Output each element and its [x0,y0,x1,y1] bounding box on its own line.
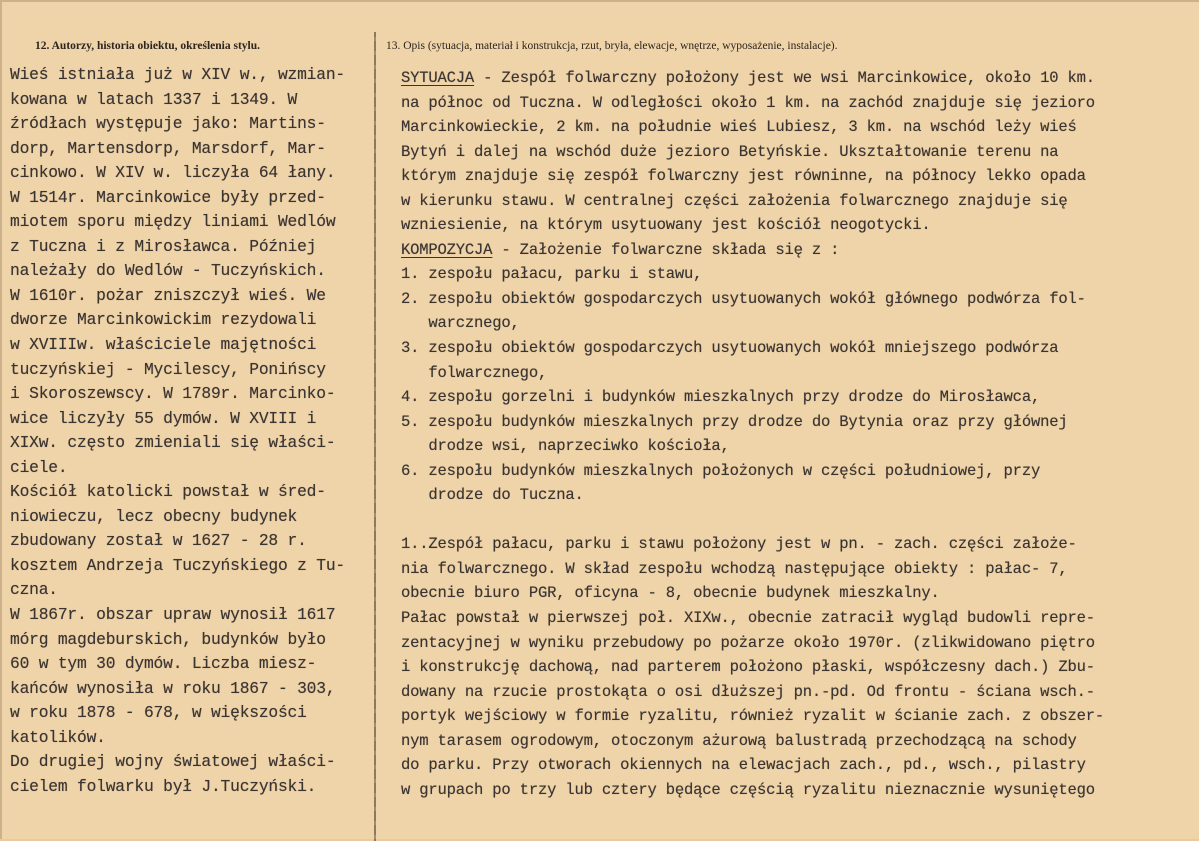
text-line [401,680,1104,705]
text-line [401,778,1104,803]
text-line: Wieś istniała już w XIV w., wzmian- [10,65,345,84]
text-line: XIXw. często zmieniali się właści- [10,433,336,453]
line-text: i konstrukcję dachową, nad parterem położono płaski, współczesny dach.) Zbu- [401,658,1095,677]
line-text: Bytyń i dalej na wschód duże jezioro Betyńskie. Ukształtowanie terenu na [401,142,1059,161]
text-line: 60 w tym 30 dymów. Liczba miesz- [10,654,317,674]
line-text: warcznego, [401,314,520,333]
text-line [401,557,1104,582]
text-line [401,631,1104,656]
text-line: wice liczyły 55 dymów. W XVIII i [10,408,317,428]
text-line [401,262,1104,287]
text-line: miotem sporu między liniami Wedlów [10,212,336,232]
line-text: 3. zespołu obiektów gospodarczych usytuowanych wokół mniejszego podwórza [401,339,1059,358]
text-line: kowana w latach 1337 i 1349. W [10,89,298,109]
text-line: W 1514r. Marcinkowice były przed- [10,187,326,207]
text-line [401,655,1104,680]
text-line: w XVIIIw. właściciele majętności [10,335,317,355]
text-line: cielem folwarku był J.Tuczyński. [10,776,317,796]
line-text: którym znajduje się zespół folwarczny jest równinne, na północy lekko opada [401,167,1086,186]
text-line [401,753,1104,778]
text-line [401,213,1104,238]
text-line [401,189,1104,214]
text-line: tuczyńskiej - Mycilescy, Ponińscy [10,359,326,379]
text-line: należały do Wedlów - Tuczyńskich. [10,261,326,281]
history-text [10,63,345,799]
text-line: cinkowo. W XIV w. liczyła 64 łany. [10,163,336,183]
text-line: niowieczu, lecz obecny budynek [10,506,298,526]
text-line: źródłach występuje jako: Martins- [10,114,326,134]
text-line: katolików. [10,727,106,747]
text-line [401,238,1104,263]
text-line [401,164,1104,189]
line-text: w grupach po trzy lub cztery będące częścią ryzalitu nieznacznie wysuniętego [401,780,1095,799]
text-line: mórg magdeburskich, budynków było [10,629,326,649]
line-text: - Zespół folwarczny położony jest we wsi Marcinkowice, około 10 km. [474,69,1095,87]
line-text: 6. zespołu budynków mieszkalnych położonych w części południowej, przy [401,461,1041,480]
line-text: zentacyjnej w wyniku przebudowy po pożarze około 1970r. (zlikwidowano piętro [401,633,1095,652]
line-text: na północ od Tuczna. W odległości około 1 km. na zachód znajduje się jezioro [401,93,1095,112]
text-line: z Tuczna i z Mirosławca. Później [10,236,317,256]
text-line: zbudowany został w 1627 - 28 r. [10,531,307,551]
text-line [401,140,1104,165]
line-text: w kierunku stawu. W centralnej części założenia folwarcznego znajduje się [401,191,1068,210]
text-line [401,91,1104,116]
section-heading: KOMPOZYCJA [401,240,493,259]
line-text: Pałac powstał w pierwszej poł. XIXw., obecnie zatracił wygląd budowli repre- [401,609,1095,628]
text-line: Kościół katolicki powstał w śred- [10,482,326,502]
text-line [401,508,1104,533]
line-text: 2. zespołu obiektów gospodarczych usytuowanych wokół głównego podwórza fol- [401,289,1086,308]
text-line [401,483,1104,508]
text-line [401,410,1104,435]
text-line: dorp, Martensdorp, Marsdorf, Mar- [10,138,326,158]
line-text: nym tarasem ogrodowym, otoczonym ażurową balustradą przechodzącą na schody [401,731,1077,750]
right-column-header: 13. Opis (sytuacja, materiał i konstrukcja, rzut, bryła, elewacje, wnętrze, wyposażenie, instalacje). [386,40,838,52]
text-line [401,704,1104,729]
line-text: 1..Zespół pałacu, parku i stawu położony jest w pn. - zach. części założe- [401,535,1077,554]
line-text: wzniesienie, na którym usytuowany jest kościół neogotycki. [401,216,931,235]
text-line: W 1610r. pożar zniszczył wieś. We [10,285,326,305]
line-text: 1. zespołu pałacu, parku i stawu, [401,265,703,284]
section-heading: SYTUACJA [401,69,475,87]
text-line [401,532,1104,557]
text-line [401,66,1104,91]
text-line [401,287,1104,312]
text-line [401,729,1104,754]
text-line [401,385,1104,410]
line-text: - Założenie folwarczne składa się z : [492,240,840,259]
text-line: W 1867r. obszar upraw wynosił 1617 [10,605,336,625]
line-text: 5. zespołu budynków mieszkalnych przy drodze do Bytynia oraz przy głównej [401,412,1068,431]
line-text: Marcinkowieckie, 2 km. na południe wieś Lubiesz, 3 km. na wschód leży wieś [401,118,1077,137]
line-text: portyk wejściowy w formie ryzalitu, również ryzalit w ścianie zach. z obszer- [401,707,1104,726]
line-text: 4. zespołu gorzelni i budynków mieszkalnych przy drodze do Mirosławca, [401,388,1041,407]
text-line: kosztem Andrzeja Tuczyńskiego z Tu- [10,555,345,575]
text-line: w roku 1878 - 678, w większości [10,703,307,723]
text-line: kańców wynosiła w roku 1867 - 303, [10,678,336,698]
text-line [401,459,1104,484]
text-line [401,434,1104,459]
line-text: drodze wsi, naprzeciwko kościoła, [401,437,730,456]
line-text: nia folwarcznego. W skład zespołu wchodzą następujące obiekty : pałac- 7, [401,559,1068,578]
text-line: i Skoroszewscy. W 1789r. Marcinko- [10,384,336,404]
text-line [401,606,1104,631]
text-line: czna. [10,580,58,600]
line-text: folwarcznego, [401,363,548,382]
column-divider [374,32,376,841]
text-line: Do drugiej wojny światowej właści- [10,752,336,772]
line-text: obecnie biuro PGR, oficyna - 8, obecnie budynek mieszkalny. [401,584,940,603]
text-line [401,115,1104,140]
text-line [401,311,1104,336]
line-text: do parku. Przy otworach okiennych na elewacjach zach., pd., wsch., pilastry [401,756,1086,775]
text-line: dworze Marcinkowickim rezydowali [10,310,317,330]
text-line [401,361,1104,386]
left-column-header: 12. Autorzy, historia obiektu, określenia stylu. [35,40,261,52]
description-text [401,66,1104,802]
text-line [401,581,1104,606]
text-line [401,336,1104,361]
text-line: ciele. [10,457,68,477]
line-text: dowany na rzucie prostokąta o osi dłuższej pn.-pd. Od frontu - ściana wsch.- [401,682,1095,701]
line-text: drodze do Tuczna. [401,486,584,505]
